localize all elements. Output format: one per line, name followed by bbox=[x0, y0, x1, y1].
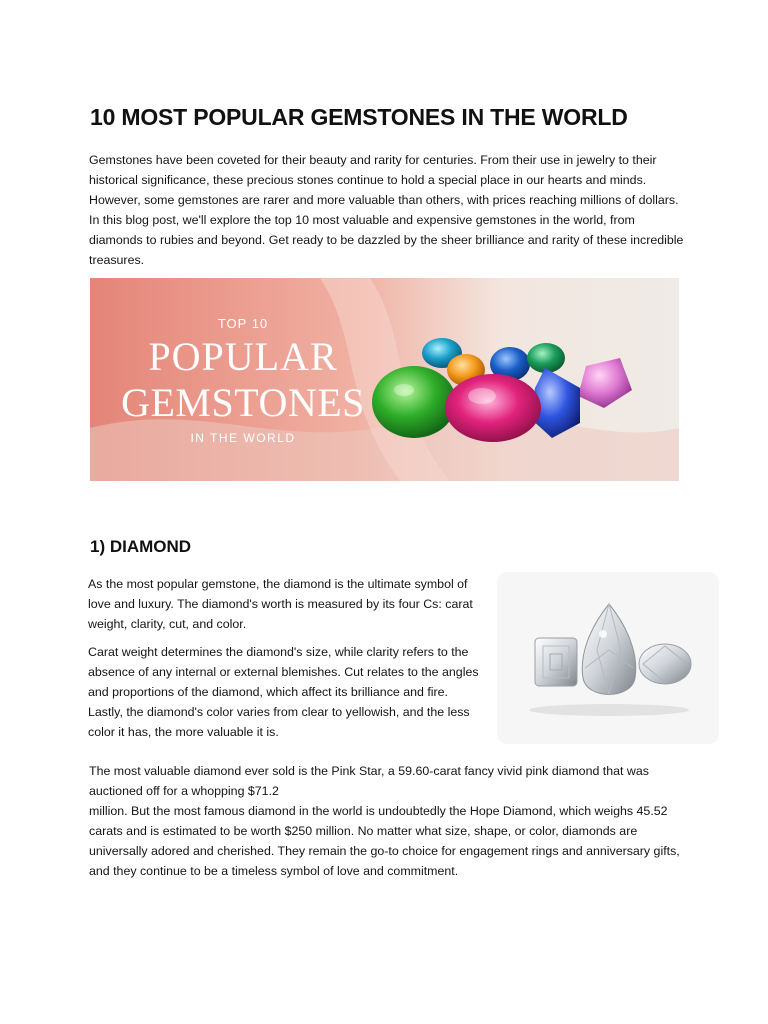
green-gem-icon bbox=[372, 366, 456, 438]
page-title: 10 MOST POPULAR GEMSTONES IN THE WORLD bbox=[90, 104, 628, 130]
diamond-paragraph-1: As the most popular gemstone, the diamond is the ultimate symbol of love and luxury. The diamond's worth is measured by its four Cs: carat weight, clarity, cut, and color. bbox=[88, 577, 473, 631]
diamond-paragraph-2: Carat weight determines the diamond's size, while clarity refers to the absence of any internal or external blemishes. Cut relates to the angles and proportions of the diamond, which affect its brilliance and fire. Lastly, the diamond's color varies from clear to yellowish, and the less color it has, the more valuable it is. bbox=[88, 645, 479, 739]
emerald-gem-icon bbox=[527, 343, 565, 373]
banner-line2: GEMSTONES bbox=[121, 380, 365, 425]
diamond-paragraph-3 bbox=[89, 761, 689, 881]
banner-graphic bbox=[90, 278, 679, 481]
diamonds-graphic bbox=[497, 572, 719, 744]
banner-bottom-text: IN THE WORLD bbox=[190, 431, 296, 445]
section-heading-diamond: 1) DIAMOND bbox=[90, 537, 192, 556]
pear-diamond-icon bbox=[582, 604, 636, 695]
gemstones-banner-image bbox=[90, 278, 679, 481]
diamond-paragraph-3-line1: The most valuable diamond ever sold is the Pink Star, a 59.60-carat fancy vivid pink diamond that was auctioned off for a whopping $71.2 bbox=[89, 764, 649, 798]
banner-top-text: TOP 10 bbox=[217, 316, 269, 331]
diamonds-image bbox=[497, 572, 719, 744]
emerald-cut-diamond-icon bbox=[535, 638, 577, 686]
intro-paragraph: Gemstones have been coveted for their beauty and rarity for centuries. From their use in jewelry to their historical significance, these precious stones continue to hold a special place in our hearts and minds. However, some gemstones are rarer and more valuable than others, with prices reaching millions of dollars. In this blog post, we'll explore the top 10 most valuable and expensive gemstones in the world, from diamonds to rubies and beyond. Get ready to be dazzled by the sheer brilliance and rarity of these incredible treasures. bbox=[89, 153, 684, 267]
banner-line1: POPULAR bbox=[148, 334, 338, 379]
pink-gem-icon bbox=[445, 374, 541, 442]
oval-diamond-icon bbox=[639, 644, 691, 684]
diamond-paragraph-3-line2: million. But the most famous diamond in the world is undoubtedly the Hope Diamond, which weighs 45.52 carats and is estimated to be worth $250 million. No matter what size, shape, or color, diamonds are universally adored and cherished. They remain the go-to choice for engagement rings and anniversary gifts, and they continue to be a timeless symbol of love and commitment. bbox=[89, 804, 680, 878]
